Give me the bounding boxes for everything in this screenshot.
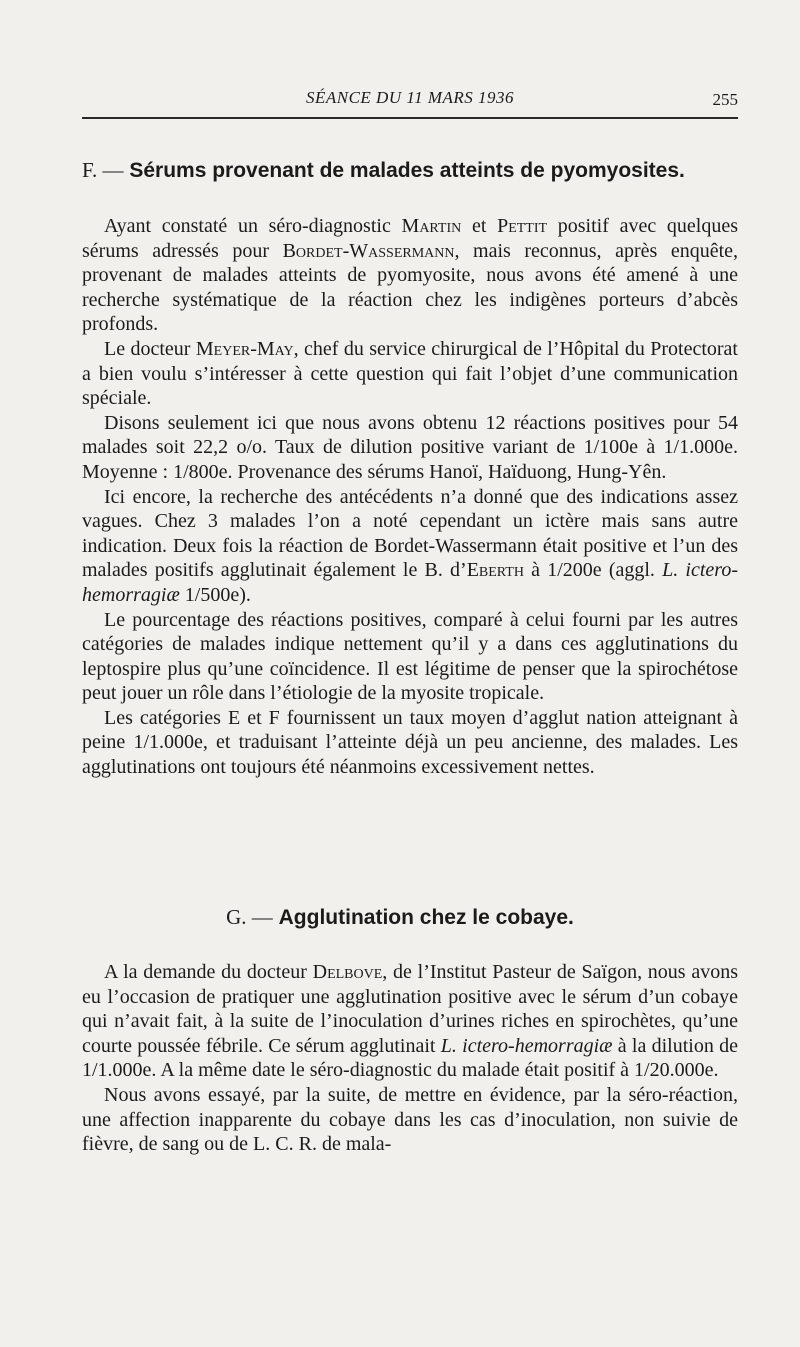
- header-rule: [82, 117, 738, 119]
- text-run: à la dilution de 1/1.000e. A la même date le séro-diagnostic du malade était positif à 1/20.000e.: [82, 1034, 738, 1082]
- paragraph: [82, 214, 738, 337]
- section-g-body: [82, 960, 738, 1157]
- author-name: Meyer-May: [195, 337, 294, 360]
- section-f-title: Sérums provenant de malades atteints de pyomyosites.: [129, 159, 685, 182]
- author-name: Eberth: [466, 559, 524, 582]
- page-number: 255: [712, 90, 738, 109]
- text-run: Ayant constaté un séro-diagnostic: [104, 215, 402, 237]
- author-name: Martin: [401, 215, 462, 237]
- section-g-letter: G. —: [226, 905, 273, 929]
- section-f-heading: [82, 158, 738, 183]
- paragraph: Les catégories E et F fournissent un taux moyen d’agglut nation atteignant à peine 1/1.000e, et traduisant l’atteinte déjà un peu ancienne, des malades. Les agglutinations ont toujours été néanmoins excessivement nettes.: [82, 706, 738, 779]
- section-f-body: [82, 214, 738, 780]
- species-name: L. ictero-hemorragiæ: [440, 1034, 613, 1057]
- text-run: à 1/200e (aggl.: [523, 559, 663, 582]
- text-run: Le docteur: [104, 337, 196, 360]
- author-name: Bordet-Wassermann: [282, 239, 455, 262]
- page-header: [82, 80, 738, 116]
- text-run: et: [461, 215, 498, 237]
- paragraph: [82, 485, 738, 608]
- text-run: , de l’Institut Pasteur de Saïgon, nous avons eu l’occasion de pratiquer une agglutination positive avec le sérum d’un cobaye qui n’avait fait, à la suite de l’inoculation d’urines riches en spirochètes, qu’une courte poussée fébrile. Ce sérum agglutinait: [82, 961, 738, 1057]
- running-title: SÉANCE DU 11 MARS 1936: [305, 88, 515, 107]
- text-run: 1/500e).: [179, 583, 251, 606]
- text-run: , chef du service chirurgical de l’Hôpital du Protectorat a bien voulu s’intéresser à cette question qui fait l’objet d’une communication spéciale.: [82, 337, 738, 410]
- text-run: , mais reconnus, après enquête, provenant de malades atteints de pyomyosite, nous avons été amené à une recherche systématique de la réaction chez les indigènes porteurs d’abcès profonds.: [82, 239, 739, 336]
- author-name: Delbove: [312, 961, 383, 983]
- author-name: Pettit: [497, 215, 548, 237]
- species-name: L. ictero-hemorragiæ: [82, 559, 739, 606]
- text-run: Ici encore, la recherche des antécédents n’a donné que des indications assez vagues. Chez 3 malades l’on a noté cependant un ictère mais sans autre indication. Deux fois la réaction de Bordet-Wassermann était positive et l’un des malades positifs agglutinait également le B. d’: [82, 485, 738, 582]
- paragraph: Nous avons essayé, par la suite, de mettre en évidence, par la séro-réaction, une affection inapparente du cobaye dans les cas d’inoculation, non suivie de fièvre, de sang ou de L. C. R. de mala-: [82, 1083, 738, 1156]
- section-g-heading: [0, 905, 800, 930]
- section-g-title: Agglutination chez le cobaye.: [278, 906, 574, 929]
- paragraph: [82, 960, 738, 1083]
- paragraph: Disons seulement ici que nous avons obtenu 12 réactions positives pour 54 malades soit 22,2 o/o. Taux de dilution positive variant de 1/100e à 1/1.000e. Moyenne : 1/800e. Provenance des sérums Hanoï, Haïduong, Hung-Yên.: [82, 411, 738, 483]
- paragraph: Le pourcentage des réactions positives, comparé à celui fourni par les autres catégories de malades indique nettement qu’il y a dans ces agglutinations du leptospire plus qu’une coïncidence. Il est légitime de penser que la spirochétose peut jouer un rôle dans l’étiologie de la myosite tropicale.: [82, 608, 738, 705]
- text-run: positif avec quelques sérums adressés pour: [82, 215, 738, 262]
- text-run: A la demande du docteur: [104, 961, 313, 983]
- paragraph: [82, 337, 738, 411]
- section-f-letter: F. —: [82, 158, 124, 182]
